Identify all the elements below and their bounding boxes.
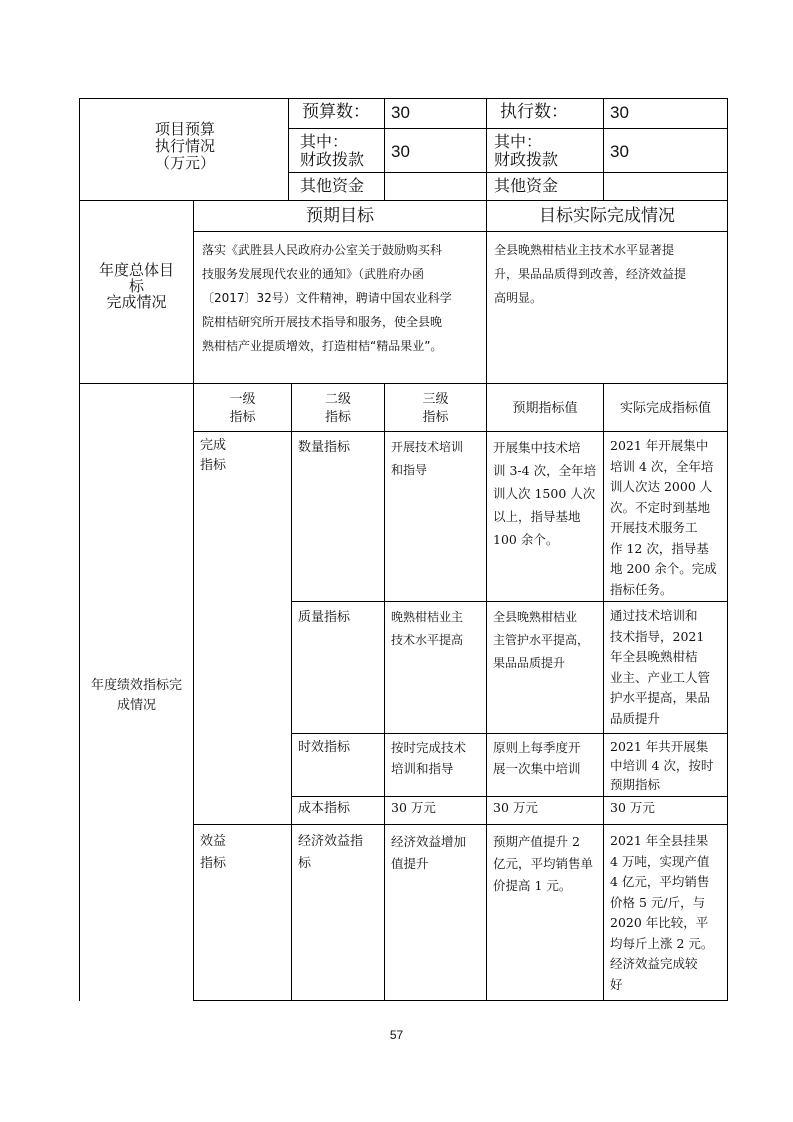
budget-amount-label: 预算数：	[302, 102, 370, 122]
row-quality-actual	[610, 606, 710, 729]
actual-line: 4 万吨，实现产值	[610, 853, 710, 869]
expected-line: 主管护水平提高，	[493, 633, 590, 647]
actual-line: 培训 4 次，全年培	[610, 458, 714, 474]
other-funds-exec-label: 其他资金	[494, 176, 559, 195]
expected-goal-line: 熟柑桔产业提质增效，打造柑桔“精品果业”。	[202, 339, 443, 353]
budget-label-line: （万元）	[154, 154, 215, 172]
header-level1-line: 一级	[229, 392, 256, 407]
row-economic-expected	[493, 831, 593, 897]
expected-goal-line: 院柑桔研究所开展技术指导和服务，使全县晚	[202, 315, 443, 329]
performance-label-line: 年度绩效指标完	[90, 678, 182, 693]
actual-goal-header: 目标实际完成情况	[539, 206, 675, 226]
level2-line: 时效指标	[298, 740, 351, 755]
level1-line: 完成	[200, 438, 227, 453]
overall-goal-label-line: 完成情况	[106, 293, 167, 311]
row-timeliness-level3	[391, 737, 466, 779]
row-quantity-level3	[391, 436, 463, 482]
actual-goal-text	[494, 238, 724, 310]
actual-line: 2021 年全县挂果	[610, 833, 709, 848]
expected-line: 价提高 1 元。	[493, 878, 572, 893]
header-level2-line: 指标	[324, 410, 351, 425]
actual-line: 4 亿元，平均销售	[610, 874, 710, 889]
row-timeliness-expected	[493, 737, 581, 779]
actual-line: 作 12 次，指导基	[610, 540, 709, 556]
actual-line: 地 200 余个。完成	[610, 561, 717, 576]
level1-line: 指标	[200, 856, 227, 871]
row-cost-level2: 成本指标	[298, 801, 351, 816]
expected-goal-line: 落实《武胜县人民政府办公室关于鼓励购买科	[202, 243, 443, 257]
level1-completion	[200, 436, 226, 476]
actual-goal-line: 升，果品品质得到改善，经济效益提	[494, 267, 687, 281]
header-level2-line: 二级	[324, 392, 351, 407]
header-level1	[194, 391, 291, 427]
expected-line: 开展集中技术培	[493, 440, 581, 455]
row-cost-level3: 30 万元	[391, 800, 436, 815]
actual-goal-line: 高明显。	[494, 291, 543, 305]
expected-line: 展一次集中培训	[493, 761, 581, 776]
level2-line: 标	[298, 856, 312, 871]
level3-line: 经济效益增加	[391, 834, 467, 849]
other-funds-label: 其他资金	[300, 176, 365, 195]
expected-line: 预期产值提升 2	[493, 834, 580, 849]
level2-line: 数量指标	[298, 440, 351, 455]
executed-amount-value: 30	[610, 103, 629, 122]
level1-benefit	[200, 831, 226, 875]
header-level2	[292, 391, 384, 427]
actual-line: 预期指标	[610, 777, 661, 792]
level3-line: 值提升	[391, 856, 429, 871]
row-economic-level2	[298, 831, 363, 875]
row-timeliness-actual	[610, 737, 713, 794]
expected-goal-text	[202, 238, 486, 358]
overall-goal-section-label	[80, 262, 193, 310]
expected-line: 亿元，平均销售单	[493, 856, 594, 871]
row-economic-level3	[391, 831, 466, 875]
expected-line: 训 3-4 次，全年培	[493, 463, 597, 478]
actual-line: 2021 年开展集中	[610, 438, 709, 453]
actual-line: 品质提升	[610, 710, 661, 726]
header-actual: 实际完成指标值	[619, 401, 711, 416]
actual-line: 通过技术培训和	[610, 608, 698, 623]
actual-line: 业主、产业工人管	[610, 669, 711, 685]
budget-amount-value: 30	[391, 103, 410, 122]
performance-section-label	[80, 676, 193, 716]
actual-line: 开展技术服务工	[610, 520, 698, 535]
budget-label-line: 项目预算	[154, 120, 215, 138]
page-number: 57	[389, 1028, 404, 1042]
actual-line: 护水平提高，果品	[610, 690, 711, 705]
expected-line: 原则上每季度开	[493, 740, 581, 755]
row-quality-expected	[493, 606, 589, 675]
executed-amount-label: 执行数：	[500, 102, 568, 122]
actual-line: 指标任务。	[610, 581, 673, 597]
actual-line: 经济效益完成较	[610, 956, 698, 971]
expected-line: 训人次 1500 人次	[493, 486, 596, 501]
level2-line: 质量指标	[298, 610, 351, 625]
actual-line: 2021 年共开展集	[610, 739, 709, 754]
level1-line: 指标	[200, 458, 227, 473]
expected-goal-line: 〔2017〕32号）文件精神，聘请中国农业科学	[202, 291, 452, 305]
expected-goal-line: 技服务发展现代农业的通知》（武胜府办函	[202, 267, 425, 281]
fiscal-exec-label: 其中：	[494, 132, 543, 151]
expected-line: 果品品质提升	[493, 656, 566, 670]
header-level3-line: 指标	[422, 410, 449, 425]
actual-line: 年全县晚熟柑桔	[610, 649, 698, 664]
performance-label-line: 成情况	[116, 698, 156, 713]
row-economic-actual	[610, 831, 713, 995]
budget-section-label	[120, 121, 250, 172]
level2-line: 经济效益指	[298, 834, 364, 849]
fiscal-budget-value: 30	[391, 142, 410, 161]
level3-line: 培训和指导	[391, 761, 454, 776]
row-cost-expected: 30 万元	[493, 800, 538, 815]
row-quality-level3	[391, 606, 463, 652]
expected-goal-header: 预期目标	[306, 206, 374, 226]
header-level1-line: 指标	[229, 410, 256, 425]
actual-line: 均每斤上涨 2 元。	[610, 935, 714, 951]
header-expected: 预期指标值	[512, 401, 578, 416]
row-quantity-expected	[493, 436, 596, 551]
expected-line: 100 余个。	[493, 532, 559, 547]
level1-line: 效益	[200, 834, 227, 849]
budget-label-line: 执行情况	[154, 137, 215, 155]
row-quantity-actual	[610, 436, 717, 600]
actual-line: 次。不定时到基地	[610, 499, 711, 515]
actual-goal-line: 全县晚熟柑桔业主技术水平显著提	[494, 243, 675, 257]
expected-line: 以上，指导基地	[493, 509, 581, 524]
level3-line: 和指导	[391, 463, 428, 477]
header-level3-line: 三级	[422, 392, 449, 407]
actual-line: 好	[610, 976, 623, 992]
fiscal-exec-value: 30	[610, 142, 629, 161]
overall-goal-label-line: 年度总体目	[98, 261, 174, 279]
actual-line: 价格 5 元/斤，与	[610, 894, 706, 910]
actual-line: 技术指导，2021	[610, 628, 705, 644]
actual-line: 中培训 4 次，按时	[610, 758, 714, 773]
expected-line: 全县晚熟柑桔业	[493, 610, 578, 624]
level3-line: 晚熟柑桔业主	[391, 610, 464, 624]
row-timeliness-level2	[298, 737, 350, 758]
level3-line: 按时完成技术	[391, 740, 467, 755]
row-quantity-level2	[298, 436, 350, 459]
fiscal-label: 财政拨款	[300, 150, 365, 169]
fiscal-label: 其中：	[300, 132, 349, 151]
overall-goal-label-line: 标	[128, 277, 144, 295]
header-level3	[385, 391, 486, 427]
row-quality-level2	[298, 606, 350, 629]
row-cost-actual: 30 万元	[610, 800, 655, 815]
level3-line: 开展技术培训	[391, 440, 464, 454]
actual-line: 训人次达 2000 人	[610, 479, 713, 494]
actual-line: 2020 年比较，平	[610, 915, 709, 930]
level3-line: 技术水平提高	[391, 633, 464, 647]
fiscal-exec-label: 财政拨款	[494, 150, 559, 169]
